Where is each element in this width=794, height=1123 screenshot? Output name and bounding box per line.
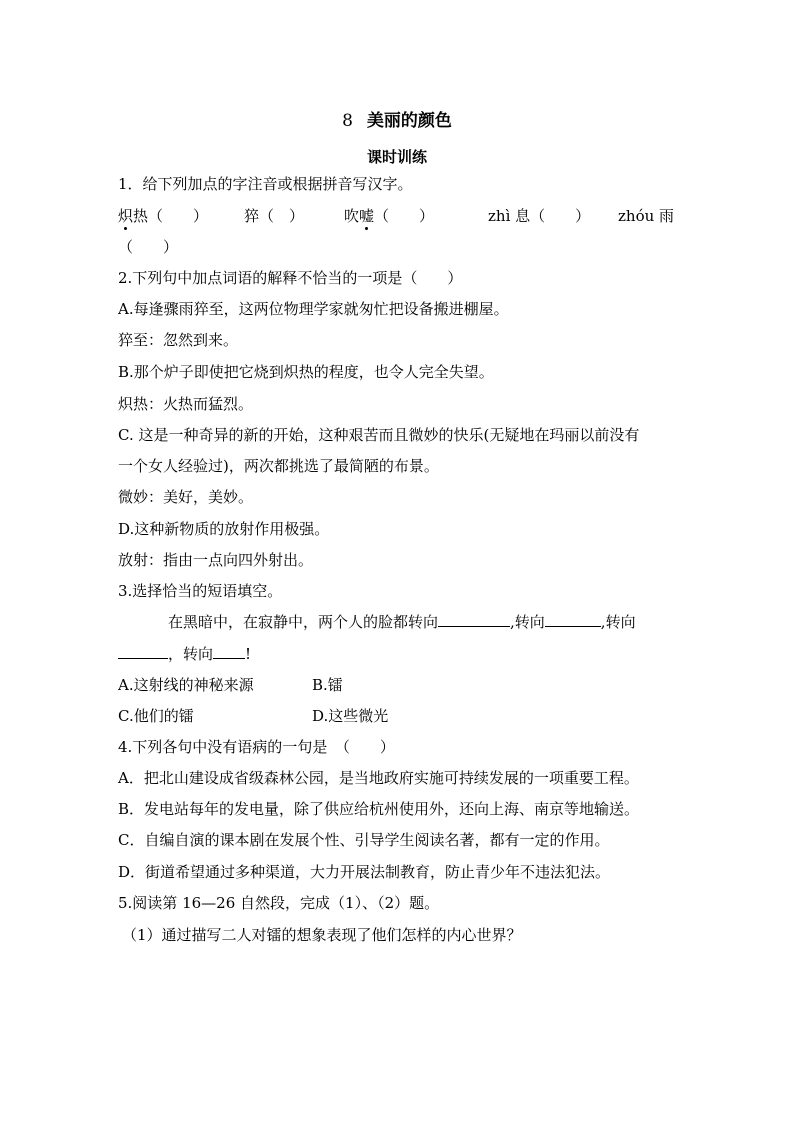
q2-option-b: B.那个炉子即使把它烧到炽热的程度，也令人完全失望。: [118, 363, 494, 381]
q4-option-d: D．街道希望通过多种渠道，大力开展法制教育，防止青少年不违法犯法。: [118, 863, 611, 881]
q3-passage-text-3: ,转向: [600, 613, 636, 631]
q3-blank-2[interactable]: [545, 612, 601, 627]
q3-passage-line2: [118, 644, 251, 664]
lesson-title: [0, 106, 794, 131]
q2-option-a-explanation: 猝至：忽然到来。: [118, 331, 239, 349]
q1-item-4: zhì 息（ ）: [488, 207, 591, 225]
q1-wrap: （ ）: [118, 238, 179, 256]
q4-prompt: 4.下列各句中没有语病的一句是 （ ）: [118, 738, 395, 756]
q3-option-b: B.镭: [312, 676, 343, 694]
section-title: 课时训练: [366, 148, 427, 166]
q2-option-a: A.每逢骤雨猝至，这两位物理学家就匆忙把设备搬进棚屋。: [118, 300, 509, 318]
lesson-number: 8: [342, 111, 353, 131]
q3-prompt: 3.选择恰当的短语填空。: [118, 582, 283, 600]
q2-option-c-explanation: 微妙：美好，美妙。: [118, 488, 254, 506]
q3-option-c: C.他们的镭: [118, 707, 194, 725]
q3-blank-4[interactable]: [213, 644, 245, 659]
q1-items: [118, 206, 678, 226]
q3-passage-text-2: ,转向: [510, 613, 545, 631]
q3-passage-text-4: ，转向: [168, 645, 214, 663]
q5-sub-question-1: （1）通过描写二人对镭的想象表现了他们怎样的内心世界？: [122, 926, 522, 944]
q3-blank-1[interactable]: [438, 612, 510, 627]
q3-passage-text-5: !: [245, 645, 252, 663]
q2-option-b-explanation: 炽热：火热而猛烈。: [118, 395, 254, 413]
q3-option-d: D.这些微光: [312, 707, 389, 725]
q1-item-2: 猝（ ）: [244, 207, 305, 225]
q4-option-a: A．把北山建设成省级森林公园，是当地政府实施可持续发展的一项重要工程。: [118, 769, 639, 787]
q4-option-b: B．发电站每年的发电量，除了供应给杭州使用外，还向上海、南京等地输送。: [118, 800, 640, 818]
q3-option-a: A.这射线的神秘来源: [118, 676, 254, 694]
q2-prompt: 2.下列句中加点词语的解释不恰当的一项是（ ）: [118, 269, 463, 287]
q3-passage-text-1: 在黑暗中，在寂静中，两个人的脸都转向: [168, 613, 439, 631]
q2-option-d-explanation: 放射：指由一点向四外射出。: [118, 551, 314, 569]
q3-passage-line1: [168, 612, 636, 632]
q4-option-c: C．自编自演的课本剧在发展个性、引导学生阅读名著，都有一定的作用。: [118, 831, 610, 849]
q1-item-5: zhóu 雨: [618, 207, 675, 225]
q2-option-c-line2: 一个女人经验过)，两次都挑选了最简陋的布景。: [118, 457, 439, 475]
q2-option-d: D.这种新物质的放射作用极强。: [118, 520, 330, 538]
lesson-title-text: 美丽的颜色: [366, 111, 452, 131]
q3-blank-3[interactable]: [118, 644, 168, 659]
q1-item-3: 吹嘘（ ）: [344, 207, 435, 225]
q1-prompt: 1．给下列加点的字注音或根据拼音写汉字。: [118, 175, 413, 193]
q1-item-1: 炽热（ ）: [118, 207, 209, 225]
q2-option-c-line1: C. 这是一种奇异的新的开始，这种艰苦而且微妙的快乐(无疑地在玛丽以前没有: [118, 426, 640, 444]
q5-prompt: 5.阅读第 16—26 自然段，完成（1）、（2）题。: [118, 894, 440, 912]
